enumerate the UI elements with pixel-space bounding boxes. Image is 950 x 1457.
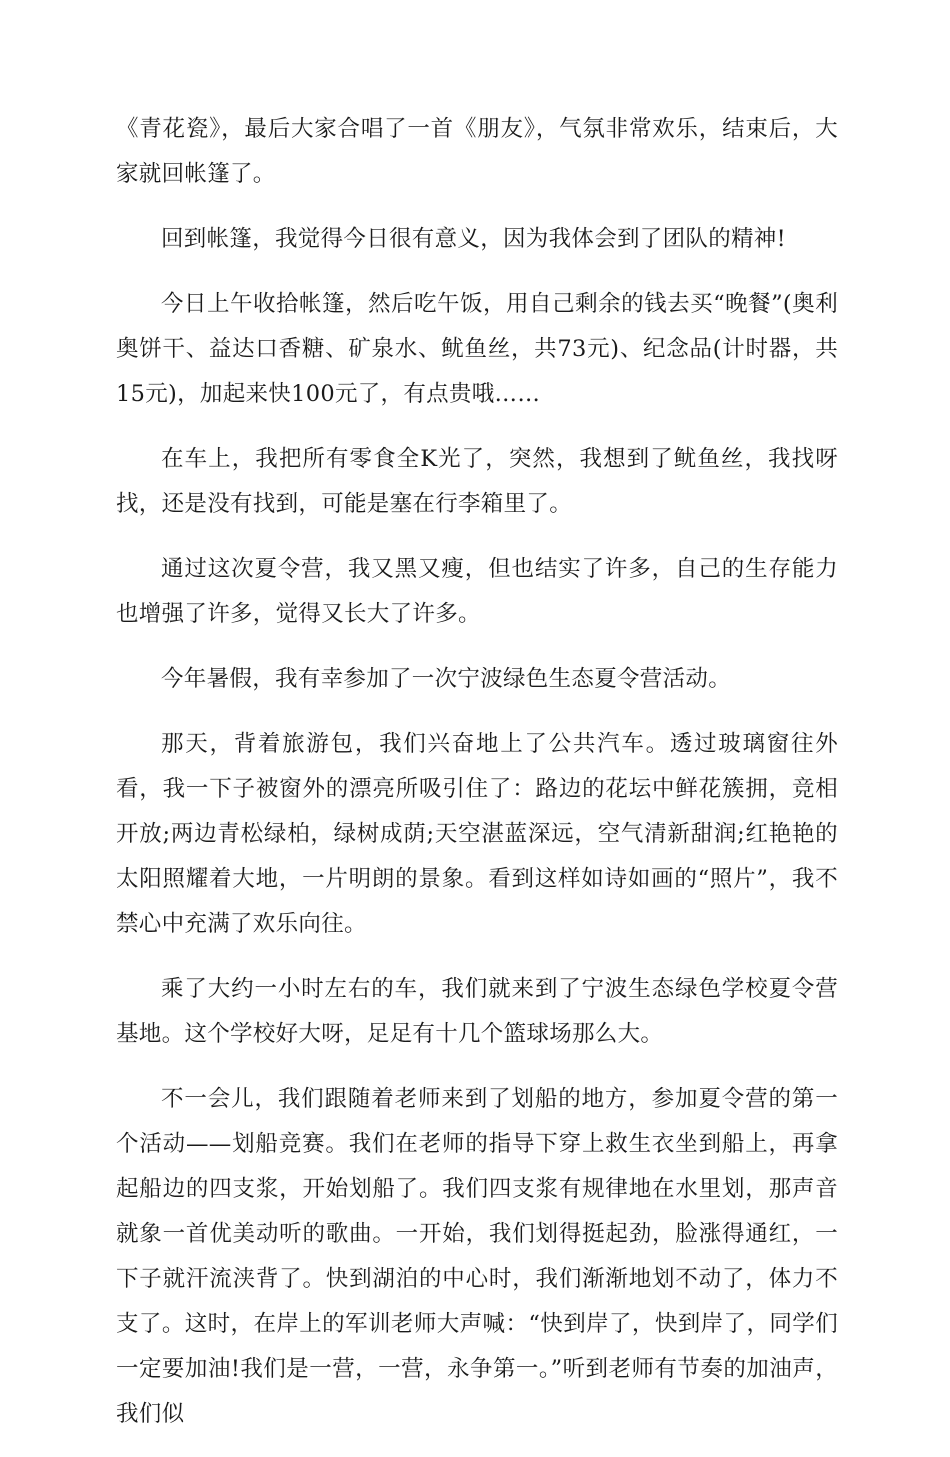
- paragraph-8: 乘了大约一小时左右的车，我们就来到了宁波生态绿色学校夏令营基地。这个学校好大呀，足足有十几个篮球场那么大。: [116, 976, 838, 1047]
- paragraph-7: 那天，背着旅游包，我们兴奋地上了公共汽车。透过玻璃窗往外看，我一下子被窗外的漂亮所吸引住了：路边的花坛中鲜花簇拥，竞相开放;两边青松绿柏，绿树成荫;天空湛蓝深远，空气清新甜润;红艳艳的太阳照耀着大地，一片明朗的景象。看到这样如诗如画的“照片”，我不禁心中充满了欢乐向往。: [116, 731, 838, 937]
- paragraph-6: 今年暑假，我有幸参加了一次宁波绿色生态夏令营活动。: [161, 666, 732, 692]
- paragraph-2: 回到帐篷，我觉得今日很有意义，因为我体会到了团队的精神!: [161, 226, 786, 252]
- paragraph-4: 在车上，我把所有零食全K光了，突然，我想到了鱿鱼丝，我找呀找，还是没有找到，可能是塞在行李箱里了。: [116, 446, 838, 517]
- paragraph-1: 《青花瓷》，最后大家合唱了一首《朋友》，气氛非常欢乐，结束后，大家就回帐篷了。: [116, 116, 838, 187]
- paragraph-5: 通过这次夏令营，我又黑又瘦，但也结实了许多，自己的生存能力也增强了许多，觉得又长大了许多。: [116, 556, 838, 627]
- document-body: [116, 107, 838, 1457]
- paragraph-9: 不一会儿，我们跟随着老师来到了划船的地方，参加夏令营的第一个活动——划船竞赛。我们在老师的指导下穿上救生衣坐到船上，再拿起船边的四支浆，开始划船了。我们四支浆有规律地在水里划，那声音就象一首优美动听的歌曲。一开始，我们划得挺起劲，脸涨得通红，一下子就汗流浃背了。快到湖泊的中心时，我们渐渐地划不动了，体力不支了。这时，在岸上的军训老师大声喊：“快到岸了，快到岸了，同学们一定要加油!我们是一营，一营，永争第一。”听到老师有节奏的加油声，我们似: [116, 1086, 838, 1427]
- paragraph-3: 今日上午收拾帐篷，然后吃午饭，用自己剩余的钱去买“晚餐”(奥利奥饼干、益达口香糖、矿泉水、鱿鱼丝，共73元)、纪念品(计时器，共15元)，加起来快100元了，有点贵哦……: [116, 291, 838, 407]
